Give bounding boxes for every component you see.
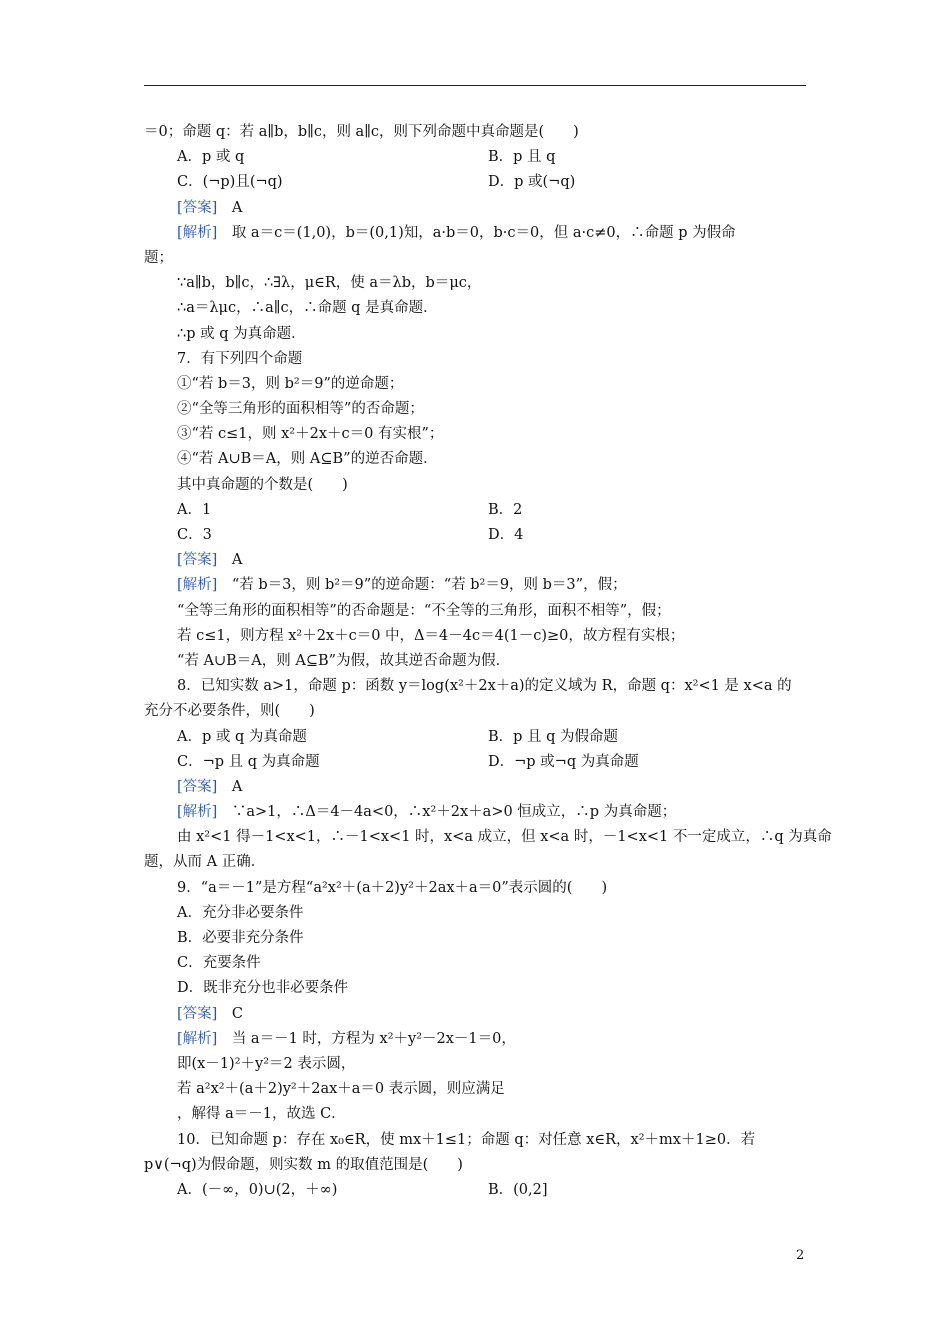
q9-option-b: B．必要非充分条件: [177, 930, 304, 946]
q7-options-row2: [144, 523, 806, 548]
answer-tag: [答案]: [177, 1005, 218, 1022]
q6-analysis-line2: ∵a∥b，b∥c，∴∃λ，μ∈R，使 a＝λb，b＝μc，: [177, 275, 482, 292]
q8-answer: [144, 775, 806, 800]
answer-tag: [答案]: [177, 552, 218, 569]
q10-option-a: A．(－∞，0)∪(2，＋∞): [177, 1181, 338, 1198]
answer-value: A: [217, 778, 243, 795]
q9-answer: [144, 1002, 806, 1027]
q8-stem2: 充分不必要条件，则( ): [144, 703, 315, 720]
analysis-text: 当 a＝－1 时，方程为 x²＋y²－2x－1＝0，: [217, 1030, 516, 1047]
q6-answer: [144, 196, 806, 221]
q6-option-c: C．(¬p)且(¬q): [177, 174, 283, 191]
q6-options-row1: [144, 145, 806, 170]
q10-stem2: p∨(¬q)为假命题，则实数 m 的取值范围是( ): [144, 1156, 463, 1173]
analysis-tag: [解析]: [177, 804, 218, 821]
analysis-text: 取 a＝c＝(1,0)，b＝(0,1)知，a·b＝0，b·c＝0，但 a·c≠0，∴命题 p 为假命: [217, 224, 736, 241]
q6-analysis-line1: [144, 221, 806, 246]
analysis-tag: [解析]: [177, 1030, 218, 1047]
q9-analysis-line4: ，解得 a＝－1，故选 C．: [177, 1106, 346, 1123]
q8-option-a: A．p 或 q 为真命题: [177, 728, 307, 745]
q6-analysis-line1b: 题；: [144, 249, 173, 266]
q10-options-row1: [144, 1178, 806, 1203]
answer-tag: [答案]: [177, 778, 218, 795]
q8-option-d: D．¬p 或¬q 为真命题: [488, 753, 639, 770]
q8-analysis-line1: [144, 800, 806, 825]
q8-analysis-line2: 由 x²<1 得－1<x<1，∴－1<x<1 时，x<a 成立，但 x<a 时，－1<x<1 不一定成立，∴q 为真命: [177, 829, 832, 846]
answer-value: C: [217, 1005, 243, 1022]
page-number: 2: [796, 1248, 805, 1263]
q6-option-b: B．p 且 q: [488, 149, 556, 166]
q9-stem: 9．“a＝－1”是方程“a²x²＋(a＋2)y²＋2ax＋a＝0”表示圆的( ): [177, 879, 608, 896]
q7-item3: ③“若 c≤1，则 x²＋2x＋c＝0 有实根”；: [177, 426, 444, 443]
q7-option-d: D．4: [488, 527, 524, 543]
q6-option-d: D．p 或(¬q): [488, 174, 576, 191]
q7-item4: ④“若 A∪B＝A，则 A⊆B”的逆否命题．: [177, 451, 438, 468]
q9-analysis-line1: [144, 1027, 806, 1052]
q7-item1: ①“若 b＝3，则 b²＝9”的逆命题；: [177, 375, 404, 392]
analysis-text: “若 b＝3，则 b²＝9”的逆命题：“若 b²＝9，则 b＝3”，假；: [217, 577, 627, 594]
answer-tag: [答案]: [177, 199, 218, 216]
q10-stem1: 10．已知命题 p：存在 x₀∈R，使 mx＋1≤1；命题 q：对任意 x∈R，x²＋mx＋1≥0．若: [177, 1131, 756, 1148]
q9-option-c: C．充要条件: [177, 955, 261, 972]
q6-analysis-line3: ∴a＝λμc，∴a∥c，∴命题 q 是真命题．: [177, 300, 438, 317]
q7-options-row1: [144, 498, 806, 523]
header-rule: [144, 85, 806, 86]
q8-option-b: B．p 且 q 为假命题: [488, 728, 619, 745]
q9-analysis-line3: 若 a²x²＋(a＋2)y²＋2ax＋a＝0 表示圆，则应满足: [177, 1081, 505, 1098]
q7-item2: ②“全等三角形的面积相等”的否命题；: [177, 401, 424, 418]
q6-options-row2: [144, 170, 806, 195]
q6-line1: ＝0；命题 q：若 a∥b，b∥c，则 a∥c，则下列命题中真命题是( ): [144, 124, 579, 140]
q8-option-c: C．¬p 且 q 为真命题: [177, 753, 320, 770]
q8-options-row2: [144, 750, 806, 775]
q6-option-a: A．p 或 q: [177, 149, 245, 166]
q7-question: 其中真命题的个数是( ): [177, 476, 348, 493]
q9-option-a: A．充分非必要条件: [177, 904, 304, 921]
q7-option-b: B．2: [488, 501, 523, 518]
q7-analysis-line4: “若 A∪B＝A，则 A⊆B”为假，故其逆否命题为假．: [177, 652, 511, 669]
q10-option-b: B．(0,2]: [488, 1181, 548, 1198]
q7-stem: 7．有下列四个命题: [177, 350, 303, 367]
q8-options-row1: [144, 725, 806, 750]
q8-analysis-line3: 题，从而 A 正确．: [144, 854, 266, 871]
q7-option-c: C．3: [177, 527, 212, 543]
q6-analysis-line4: ∴p 或 q 为真命题．: [177, 325, 306, 342]
q9-option-d: D．既非充分也非必要条件: [177, 980, 349, 997]
q7-analysis-line1: [144, 573, 806, 598]
q8-stem1: 8．已知实数 a>1，命题 p：函数 y＝log(x²＋2x＋a)的定义域为 R，命题 q：x²<1 是 x<a 的: [177, 678, 792, 695]
analysis-tag: [解析]: [177, 224, 218, 241]
q7-analysis-line2: “全等三角形的面积相等”的否命题是：“不全等的三角形，面积不相等”，假；: [177, 602, 671, 619]
q9-analysis-line2: 即(x－1)²＋y²＝2 表示圆，: [177, 1055, 356, 1072]
q7-option-a: A．1: [177, 501, 212, 518]
answer-value: A: [217, 552, 243, 569]
analysis-tag: [解析]: [177, 577, 218, 594]
answer-value: A: [217, 199, 243, 216]
q7-answer: [144, 548, 806, 573]
analysis-text: ∵a>1，∴Δ＝4－4a<0，∴x²＋2x＋a>0 恒成立，∴p 为真命题；: [217, 804, 677, 821]
q7-analysis-line3: 若 c≤1，则方程 x²＋2x＋c＝0 中，Δ＝4－4c＝4(1－c)≥0，故方程有实根；: [177, 627, 685, 644]
document-body: [144, 120, 832, 1203]
